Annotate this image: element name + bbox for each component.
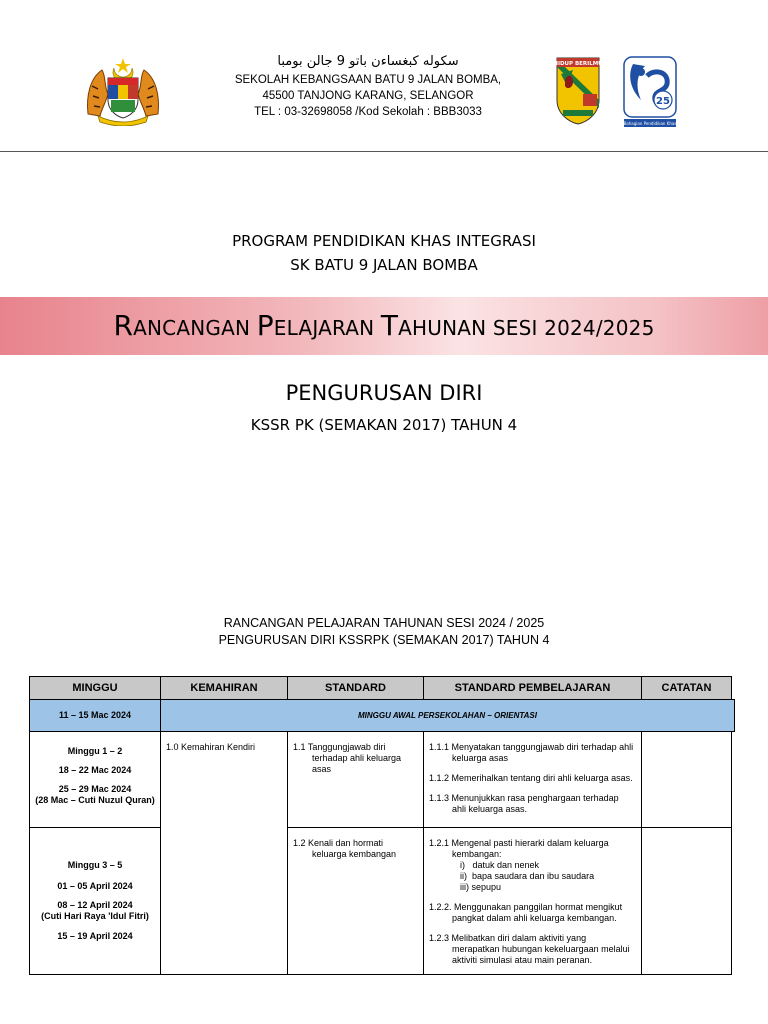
col-header-minggu: MINGGU — [29, 676, 161, 700]
orientation-dates: 11 – 15 Mac 2024 — [29, 699, 161, 732]
skill-cell: 1.0 Kemahiran Kendiri — [160, 731, 288, 975]
school-address: 45500 TANJONG KARANG, SELANGOR — [262, 90, 474, 102]
week-holiday-note: (Cuti Hari Raya 'Idul Fitri) — [41, 911, 149, 921]
rpt-title — [0, 306, 768, 348]
col-header-standard-kandungan: STANDARD — [287, 676, 424, 700]
content-standard-1-1: 1.1 Tanggungjawab diri terhadap ahli keluarga asas — [287, 731, 424, 828]
week-dates: 01 – 05 April 2024 — [57, 881, 133, 891]
ppki-logo-icon — [623, 56, 677, 128]
week-holiday-note: (28 Mac – Cuti Nuzul Quran) — [35, 795, 155, 805]
col-header-kemahiran: KEMAHIRAN — [160, 676, 288, 700]
week-dates: 25 – 29 Mac 2024 — [58, 784, 132, 794]
school-name-jawi: سكوله كبغساءن باتو 9 جالن بومبا — [277, 54, 459, 69]
coat-of-arms-icon — [84, 56, 162, 126]
learning-standards-1-2 — [423, 827, 642, 975]
learning-standard-1-1-1: 1.1.1 Menyatakan tanggungjawab diri terhadap ahli keluarga asas — [429, 742, 634, 763]
letterhead-divider — [0, 151, 768, 152]
learning-standard-1-2-3: 1.2.3 Melibatkan diri dalam aktiviti yang merapatkan hubungan kekeluargaan melalui aktiviti simulasi atau main peranan. — [429, 933, 630, 965]
table-title-line-2: PENGURUSAN DIRI KSSRPK (SEMAKAN 2017) TAHUN 4 — [218, 633, 550, 647]
content-standard-1-2: 1.2 Kenali dan hormati keluarga kembangan — [287, 827, 424, 975]
ppki-caption: Bahagian Pendidikan Khas — [623, 121, 677, 126]
rpt-p-rest: ELAJARAN — [273, 316, 381, 340]
orientation-label: MINGGU AWAL PERSEKOLAHAN – ORIENTASI — [160, 699, 735, 732]
rpt-t-cap: T — [380, 309, 399, 342]
school-name: SEKOLAH KEBANGSAAN BATU 9 JALAN BOMBA, — [234, 74, 502, 86]
col-header-catatan: CATATAN — [641, 676, 732, 700]
rpt-t-rest: AHUNAN SESI 2024/2025 — [398, 316, 655, 340]
weeks-cell-1 — [29, 731, 161, 828]
week-range: Minggu 1 – 2 — [67, 746, 123, 756]
program-title — [0, 229, 768, 277]
table-title-line-1: RANCANGAN PELAJARAN TAHUNAN SESI 2024 / 2025 — [223, 616, 545, 630]
school-contact: TEL : 03-32698058 /Kod Sekolah : BBB3033 — [254, 106, 482, 118]
week-dates: 08 – 12 April 2024 — [57, 900, 133, 910]
learning-standard-1-2-1: 1.2.1 Mengenal pasti hierarki dalam keluarga kembangan: i) datuk dan nenek ii) bapa saudara dan ibu saudara iii) sepupu — [429, 838, 609, 892]
school-badge-motto: HIDUP BERILMU — [553, 61, 603, 67]
rpt-p-cap: P — [256, 309, 274, 342]
catatan-cell-2 — [641, 827, 732, 975]
ppki-number: 25 — [656, 96, 670, 107]
week-dates: 15 – 19 April 2024 — [57, 931, 133, 941]
rpt-r-rest: ANCANGAN — [133, 316, 257, 340]
learning-standard-1-1-2: 1.1.2 Memerihalkan tentang diri ahli keluarga asas. — [429, 773, 633, 783]
program-line-1: PROGRAM PENDIDIKAN KHAS INTEGRASI — [232, 232, 536, 250]
col-header-standard-pembelajaran: STANDARD PEMBELAJARAN — [423, 676, 642, 700]
program-line-2: SK BATU 9 JALAN BOMBA — [290, 256, 478, 274]
learning-standard-1-1-3: 1.1.3 Menunjukkan rasa penghargaan terhadap ahli keluarga asas. — [429, 793, 619, 814]
table-title — [0, 615, 768, 649]
catatan-cell-1 — [641, 731, 732, 828]
curriculum-title: KSSR PK (SEMAKAN 2017) TAHUN 4 — [250, 416, 518, 434]
week-dates: 18 – 22 Mac 2024 — [58, 765, 132, 775]
subject-title: PENGURUSAN DIRI — [285, 381, 483, 405]
weeks-cell-2 — [29, 827, 161, 975]
week-range: Minggu 3 – 5 — [67, 860, 123, 870]
learning-standards-1-1 — [423, 731, 642, 828]
school-badge-icon — [553, 56, 603, 126]
learning-standard-1-2-2: 1.2.2. Menggunakan panggilan hormat mengikut pangkat dalam ahli keluarga kembangan. — [429, 902, 623, 923]
school-letterhead — [168, 52, 568, 120]
rpt-table — [29, 676, 732, 975]
rpt-r-cap: R — [113, 309, 134, 342]
